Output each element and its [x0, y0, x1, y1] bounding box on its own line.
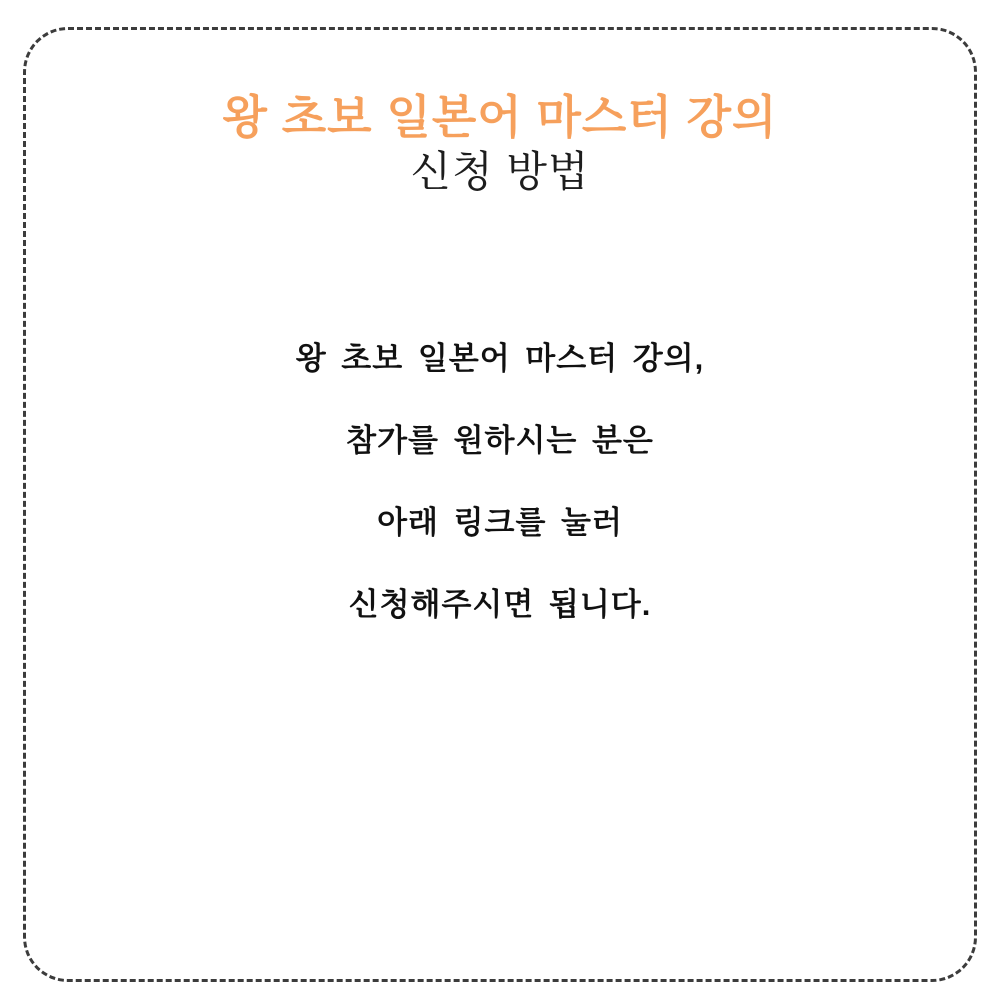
- body-line-3: 아래 링크를 눌러: [377, 504, 623, 540]
- page-subtitle: 신청 방법: [410, 147, 590, 195]
- body-line-4: 신청해주시면 됩니다.: [348, 586, 652, 622]
- page-title: 왕 초보 일본어 마스터 강의: [222, 91, 778, 143]
- body-text-block: [26, 340, 974, 622]
- dashed-border-card: [23, 27, 977, 982]
- body-line-1: 왕 초보 일본어 마스터 강의,: [295, 340, 705, 376]
- card-header: [26, 92, 974, 195]
- body-line-2: 참가를 원하시는 분은: [346, 422, 654, 458]
